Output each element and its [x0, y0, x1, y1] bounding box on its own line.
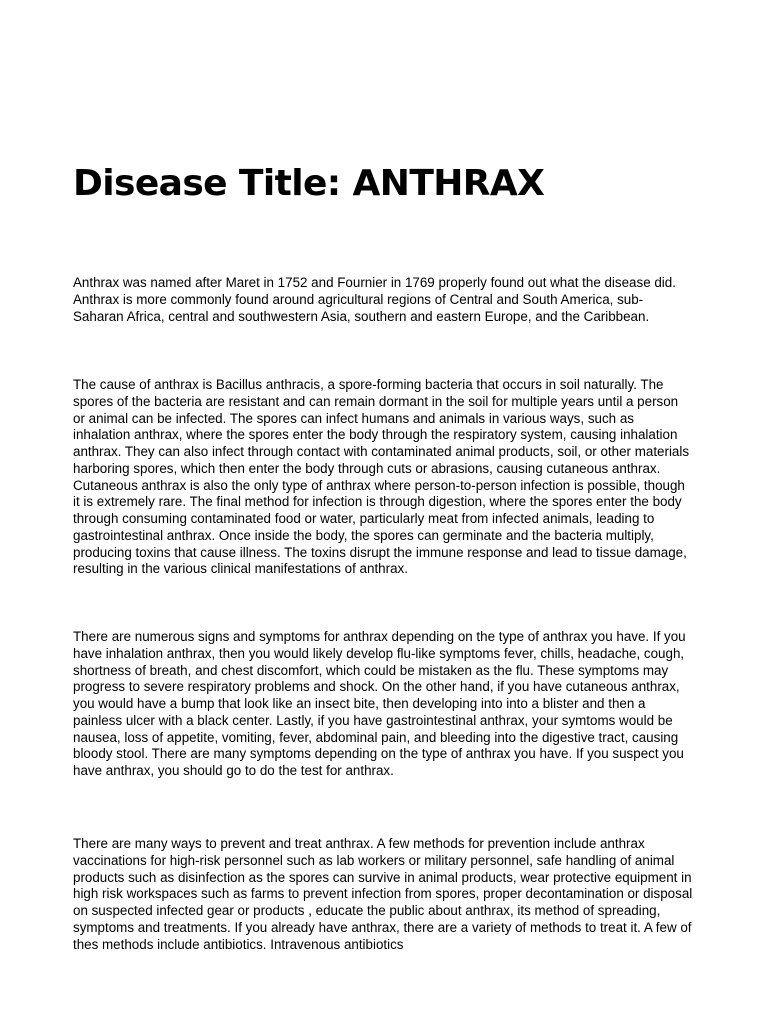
paragraph-symptoms: There are numerous signs and symptoms for anthrax depending on the type of anthrax you have. If you have inhalation anthrax, then you would likely develop flu-like symptoms fever, chills, headache, cough, shortness of breath, and chest discomfort, which could be mistaken as the flu. These symptoms may progress to severe respiratory problems and shock. On the other hand, if you have cutaneous anthrax, you would have a bump that look like an insect bite, then developing into into a blister and then a painless ulcer with a black center. Lastly, if you have gastrointestinal anthrax, your symtoms would be nausea, loss of appetite, vomiting, fever, abdominal pain, and bleeding into the digestive tract, causing bloody stool. There are many symptoms depending on the type of anthrax you have. If you suspect you have anthrax, you should go to do the test for anthrax. — [73, 629, 686, 778]
document-title: Disease Title: ANTHRAX — [73, 163, 545, 204]
paragraph-prevention: There are many ways to prevent and treat anthrax. A few methods for prevention include anthrax vaccinations for high-risk personnel such as lab workers or military personnel, safe handling of animal products such as disinfection as the spores can survive in animal products, wear protective equipment in high risk workspaces such as farms to prevent infection from spores, proper decontamination or disposal on suspected infected gear or products , educate the public about anthrax, its method of spreading, symptoms and treatments. If you already have anthrax, there are a variety of methods to treat it. A few of thes methods include antibiotics. Intravenous antibiotics — [73, 836, 693, 952]
paragraph-cause: The cause of anthrax is Bacillus anthracis, a spore-forming bacteria that occurs in soil naturally. The spores of the bacteria are resistant and can remain dormant in the soil for multiple years until a person or animal can be infected. The spores can infect humans and animals in various ways, such as inhalation anthrax, where the spores enter the body through the respiratory system, causing inhalation anthrax. They can also infect through contact with contaminated animal products, soil, or other materials harboring spores, which then enter the body through cuts or abrasions, causing cutaneous anthrax. Cutaneous anthrax is also the only type of anthrax where person-to-person infection is possible, though it is extremely rare. The final method for infection is through digestion, where the spores enter the body through consuming contaminated food or water, particularly meat from infected animals, leading to gastrointestinal anthrax. Once inside the body, the spores can germinate and the bacteria multiply, producing toxins that cause illness. The toxins disrupt the immune response and lead to tissue damage, resulting in the various clinical manifestations of anthrax. — [73, 377, 690, 577]
paragraph-history: Anthrax was named after Maret in 1752 and Fournier in 1769 properly found out what the disease did. Anthrax is more commonly found around agricultural regions of Central and South America, sub-Saharan Africa, central and southwestern Asia, southern and eastern Europe, and the Caribbean. — [73, 275, 676, 324]
